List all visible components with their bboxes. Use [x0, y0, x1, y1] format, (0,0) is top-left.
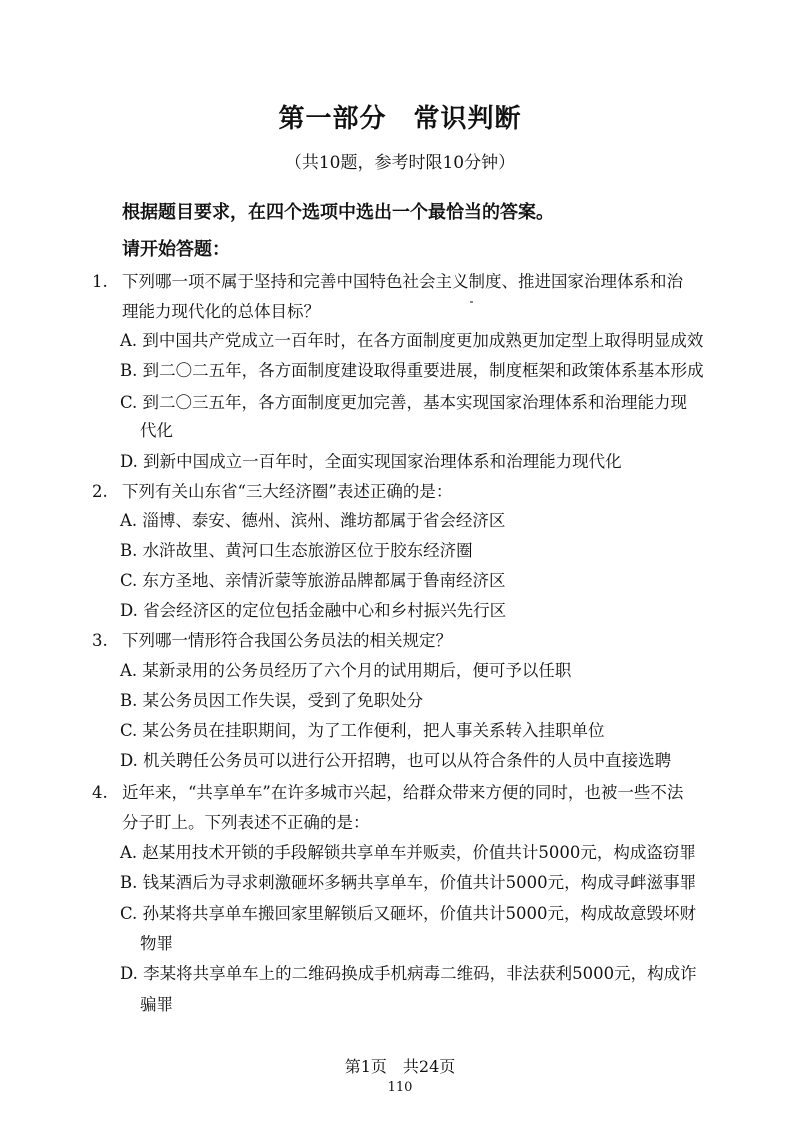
option-d: D. 李某将共享单车上的二维码换成手机病毒二维码，非法获利5000元，构成诈 — [120, 964, 697, 983]
option-b: B. 水浒故里、黄河口生态旅游区位于胶东经济圈 — [120, 541, 473, 560]
option-c-continuation: 代化 — [140, 421, 173, 440]
option-b: B. 到二〇二五年，各方面制度建设取得重要进展，制度框架和政策体系基本形成 — [120, 361, 704, 380]
option-c: C. 孙某将共享单车搬回家里解锁后又砸坏，价值共计5000元，构成故意毁坏财 — [120, 904, 697, 923]
start-prompt: 请开始答题： — [122, 239, 230, 260]
page-number: 110 — [387, 1080, 413, 1095]
option-d: D. 机关聘任公务员可以进行公开招聘，也可以从符合条件的人员中直接选聘 — [120, 751, 672, 770]
question-stem-line: 下列哪一情形符合我国公务员法的相关规定？ — [122, 631, 452, 650]
question-number: 2. — [92, 482, 108, 501]
question-stem-line: 近年来，“共享单车”在许多城市兴起，给群众带来方便的同时，也被一些不法 — [122, 783, 684, 802]
question-number: 3. — [92, 631, 108, 650]
question-stem-line: 分子盯上。下列表述不正确的是： — [122, 813, 370, 832]
instruction-text: 根据题目要求，在四个选项中选出一个最恰当的答案。 — [122, 202, 554, 223]
option-b: B. 某公务员因工作失误，受到了免职处分 — [120, 691, 424, 710]
section-subtitle: （共10题，参考时限10分钟） — [284, 153, 516, 173]
option-a: A. 某新录用的公务员经历了六个月的试用期后，便可予以任职 — [120, 661, 572, 680]
option-a: A. 淄博、泰安、德州、滨州、潍坊都属于省会经济区 — [120, 511, 506, 530]
option-c: C. 到二〇三五年，各方面制度更加完善，基本实现国家治理体系和治理能力现 — [120, 393, 688, 412]
option-d: D. 省会经济区的定位包括金融中心和乡村振兴先行区 — [120, 601, 507, 620]
option-c-continuation: 物罪 — [140, 934, 173, 953]
section-title: 第一部分 常识判断 — [278, 104, 522, 134]
option-a: A. 到中国共产党成立一百年时，在各方面制度更加成熟更加定型上取得明显成效 — [120, 331, 704, 350]
option-d: D. 到新中国成立一百年时，全面实现国家治理体系和治理能力现代化 — [120, 452, 622, 471]
question-stem-line: 下列有关山东省“三大经济圈”表述正确的是： — [122, 482, 453, 501]
option-d-continuation: 骗罪 — [140, 995, 173, 1014]
question-number: 1. — [92, 272, 108, 291]
option-b: B. 钱某酒后为寻求刺激砸坏多辆共享单车，价值共计5000元，构成寻衅滋事罪 — [120, 873, 697, 892]
question-number: 4. — [92, 783, 108, 802]
option-c: C. 某公务员在挂职期间，为了工作便利，把人事关系转入挂职单位 — [120, 721, 605, 740]
question-stem-line: 理能力现代化的总体目标？ — [122, 302, 320, 321]
page-indicator: 第1页 共24页 — [344, 1057, 456, 1076]
question-stem-line: 下列哪一项不属于坚持和完善中国特色社会主义制度、推进国家治理体系和治 — [122, 272, 683, 291]
option-c: C. 东方圣地、亲情沂蒙等旅游品牌都属于鲁南经济区 — [120, 571, 506, 590]
option-a: A. 赵某用技术开锁的手段解锁共享单车并贩卖，价值共计5000元，构成盗窃罪 — [120, 843, 696, 862]
scan-speck — [470, 301, 473, 303]
